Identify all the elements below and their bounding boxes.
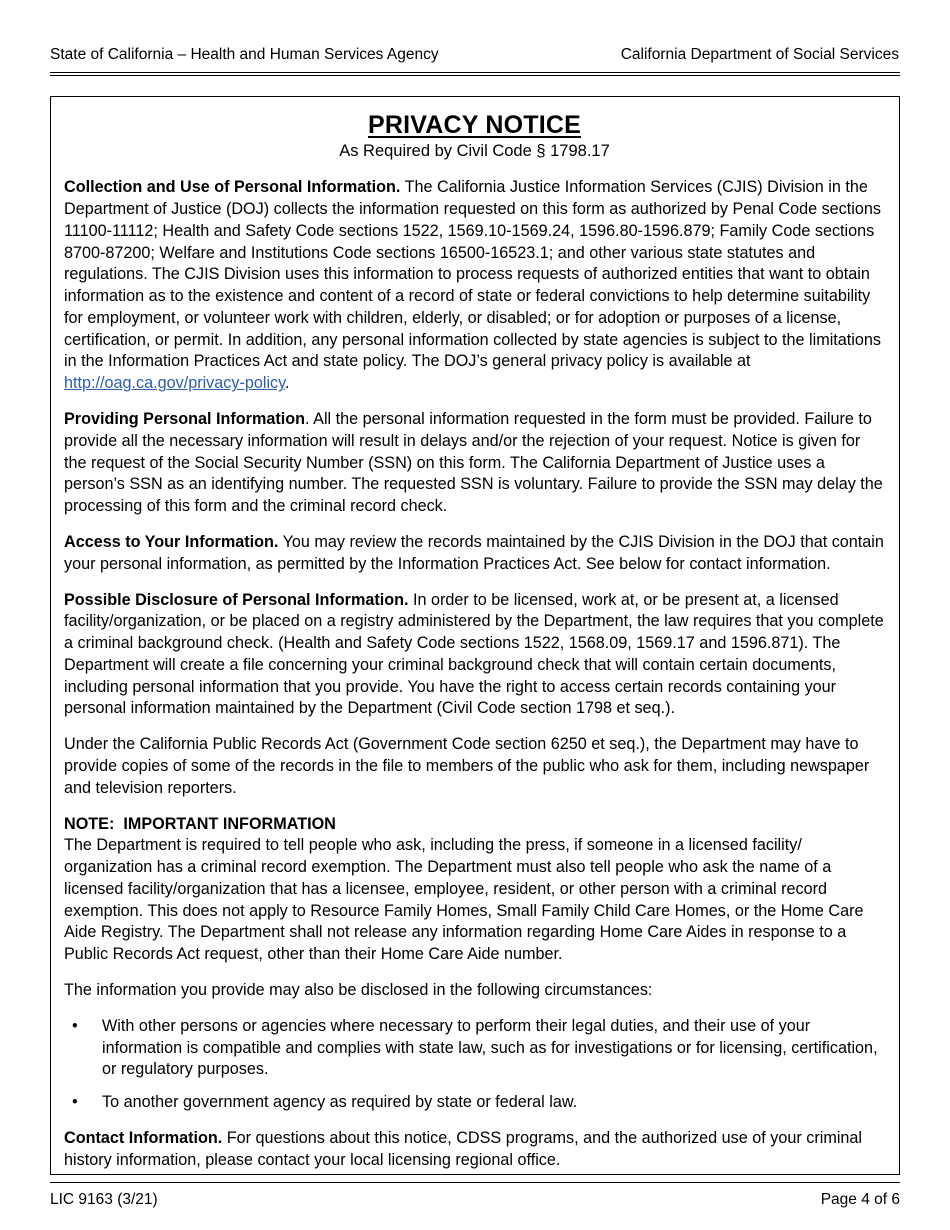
form-identifier: LIC 9163 (3/21) [50,1190,158,1208]
section-collection-text-before-link: The California Justice Information Services (CJIS) Division in the Department of Justice (DOJ) collects the information requested on this form as authorized by Penal Code sections 11100-11112; Health and Safety Code sections 1522, 1569.10-1569.24, 1596.80-1596.879; Family Code sections 8700-87200; Welfare and Institutions Code sections 16500-16523.1; and other various state statutes and regulations. The CJIS Division uses this information to process requests of authorized entities that want to obtain information as to the existence and content of a record of state or federal convictions to help determine suitability for employment, or volunteer work with children, elderly, or disabled; or for adoption or purposes of a license, certification, or permit. In addition, any personal information collected by state agencies is subject to the limitations in the Information Practices Act and state policy. The DOJ’s general privacy policy is available at [64,178,881,371]
section-access-text: You may review the records maintained by the CJIS Division in the DOJ that contain your personal information, as permitted by the Information Practices Act. See below for contact information. [64,532,884,573]
section-circumstances-intro: The information you provide may also be disclosed in the following circumstances: [64,981,653,999]
section-access-lead: Access to Your Information. [64,532,279,551]
privacy-notice-box [50,96,900,1175]
section-collection-lead: Collection and Use of Personal Information. [64,178,401,197]
section-contact-text: For questions about this notice, CDSS programs, and the authorized use of your criminal history information, please contact your local licensing regional office. [64,1128,863,1169]
title-block [64,111,885,162]
section-access-to-your-information [64,532,885,576]
list-item [64,1016,885,1081]
page-subtitle: As Required by Civil Code § 1798.17 [339,141,610,160]
note-important-information-heading: NOTE: IMPORTANT INFORMATION [64,814,336,833]
page-footer [50,1183,900,1210]
page-title: PRIVACY NOTICE [367,110,582,139]
section-providing-text: . All the personal information requested in the form must be provided. Failure to provide all the necessary information will result in delays and/or the rejection of your request. Notice is given for the request of the Social Security Number (SSN) on this form. The California Department of Justice uses a person’s SSN as an identifying number. The requested SSN is voluntary. Failure to provide the SSN may delay the processing of this form and the criminal record check. [64,410,883,516]
section-disclosure-text: In order to be licensed, work at, or be present at, a licensed facility/organization, or be placed on a registry administered by the Department, the law requires that you complete a criminal background check. (Health and Safety Code sections 1522, 1568.09, 1569.17 and 1596.871). The Department will create a file concerning your criminal background check that will contain certain documents, including personal information that you provide. You have the right to access certain records containing your personal information maintained by the Department (Civil Code section 1798 et seq.). [64,590,884,718]
bullet-icon: • [72,1093,78,1112]
section-note-body: The Department is required to tell people who ask, including the press, if someone in a licensed facility/ organization has a criminal record exemption. The Department must also tell people who ask the name of a licensed facility/organization that has a licensee, employee, resident, or other person with a criminal record exemption. This does not apply to Resource Family Homes, Small Family Child Care Homes, or the Home Care Aide Registry. The Department shall not release any information regarding Home Care Aides in response to a Public Records Act request, other than their Home Care Aide number. [64,836,864,964]
page-number: Page 4 of 6 [820,1190,900,1208]
list-item-text: With other persons or agencies where necessary to perform their legal duties, and their use of your information is compatible and complies with state law, such as for investigations or for licensing, certification, or regulatory purposes. [102,1016,878,1079]
header-divider-rule [50,72,900,76]
section-collection-text-after-link: . [285,374,290,393]
section-contact-information [64,1128,885,1172]
section-collection-and-use [64,177,885,395]
privacy-policy-link[interactable]: http://oag.ca.gov/privacy-policy [64,374,286,393]
header-agency-left: State of California – Health and Human Services Agency [50,46,439,63]
list-item [64,1092,885,1114]
section-contact-lead: Contact Information. [64,1128,223,1147]
section-providing-lead: Providing Personal Information [64,410,306,429]
bullet-icon: • [72,1016,78,1035]
header-agency-right: California Department of Social Services [620,46,899,63]
notice-body [64,177,885,1171]
section-disclosure-lead: Possible Disclosure of Personal Information. [64,590,409,609]
circumstances-list [64,1016,885,1114]
page-header [50,0,900,65]
section-public-records-act: Under the California Public Records Act (Government Code section 6250 et seq.), the Department may have to provide copies of some of the records in the file to members of the public who ask for them, including newspaper and television reporters. [64,735,870,797]
section-possible-disclosure [64,590,885,721]
list-item-text: To another government agency as required by state or federal law. [102,1093,578,1112]
section-providing-personal-information [64,409,885,518]
